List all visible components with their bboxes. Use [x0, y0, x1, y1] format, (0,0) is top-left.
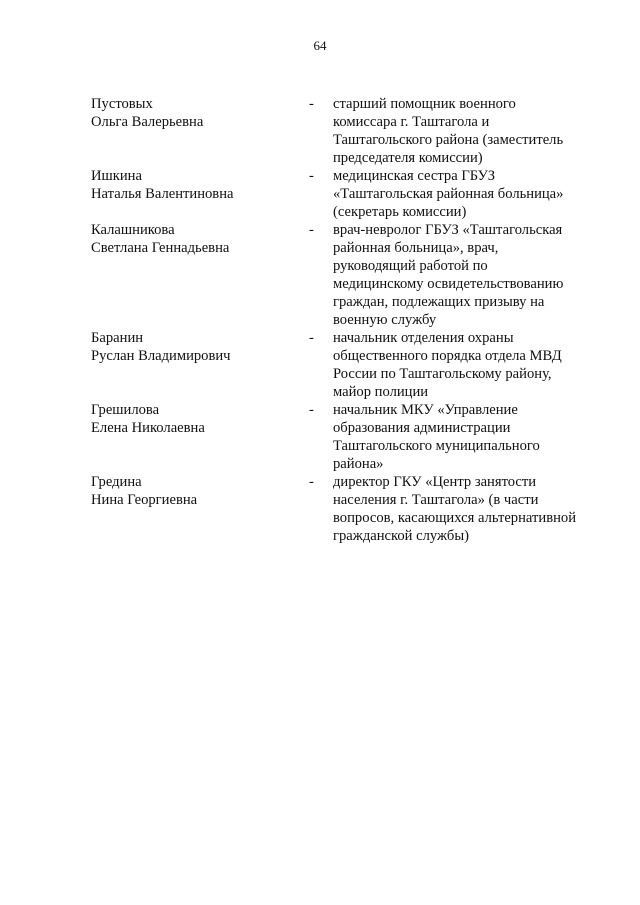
- member-row: [91, 167, 586, 221]
- member-dash: -: [309, 96, 314, 112]
- member-given-name: Светлана Геннадьевна: [91, 240, 230, 256]
- member-given-name: Ольга Валерьевна: [91, 114, 204, 130]
- member-role: начальник отделения охраны общественного порядка отдела МВД России по Таштагольскому району, майор полиции: [333, 330, 562, 400]
- member-surname: Пустовых: [91, 96, 153, 112]
- member-role: медицинская сестра ГБУЗ «Таштагольская районная больница» (секретарь комиссии): [333, 168, 564, 220]
- commission-member-list: [91, 95, 586, 545]
- member-surname: Гредина: [91, 474, 142, 490]
- member-surname: Калашникова: [91, 222, 175, 238]
- member-surname: Ишкина: [91, 168, 142, 184]
- member-dash: -: [309, 168, 314, 184]
- member-dash: -: [309, 474, 314, 490]
- member-dash: -: [309, 402, 314, 418]
- member-dash: -: [309, 222, 314, 238]
- member-dash: -: [309, 330, 314, 346]
- member-name: [91, 95, 309, 131]
- member-name: [91, 329, 309, 365]
- member-given-name: Наталья Валентиновна: [91, 186, 234, 202]
- member-row: [91, 95, 586, 167]
- member-name: [91, 401, 309, 437]
- page-number: 64: [313, 38, 327, 53]
- member-given-name: Елена Николаевна: [91, 420, 205, 436]
- member-row: [91, 401, 586, 473]
- member-role: начальник МКУ «Управление образования администрации Таштагольского муниципального района»: [333, 402, 540, 472]
- member-name: [91, 167, 309, 203]
- member-name: [91, 473, 309, 509]
- member-surname: Грешилова: [91, 402, 160, 418]
- member-given-name: Нина Георгиевна: [91, 492, 198, 508]
- member-row: [91, 221, 586, 329]
- member-name: [91, 221, 309, 257]
- member-role: старший помощник военного комиссара г. Таштагола и Таштагольского района (заместитель председателя комиссии): [333, 96, 564, 166]
- member-row: [91, 473, 586, 545]
- member-role: директор ГКУ «Центр занятости населения г. Таштагола» (в части вопросов, касающихся альтернативной гражданской службы): [333, 474, 577, 544]
- member-surname: Баранин: [91, 330, 144, 346]
- member-role: врач-невролог ГБУЗ «Таштагольская районная больница», врач, руководящий работой по медицинскому освидетельствованию граждан, подлежащих призыву на военную службу: [333, 222, 564, 328]
- member-given-name: Руслан Владимирович: [91, 348, 231, 364]
- member-row: [91, 329, 586, 401]
